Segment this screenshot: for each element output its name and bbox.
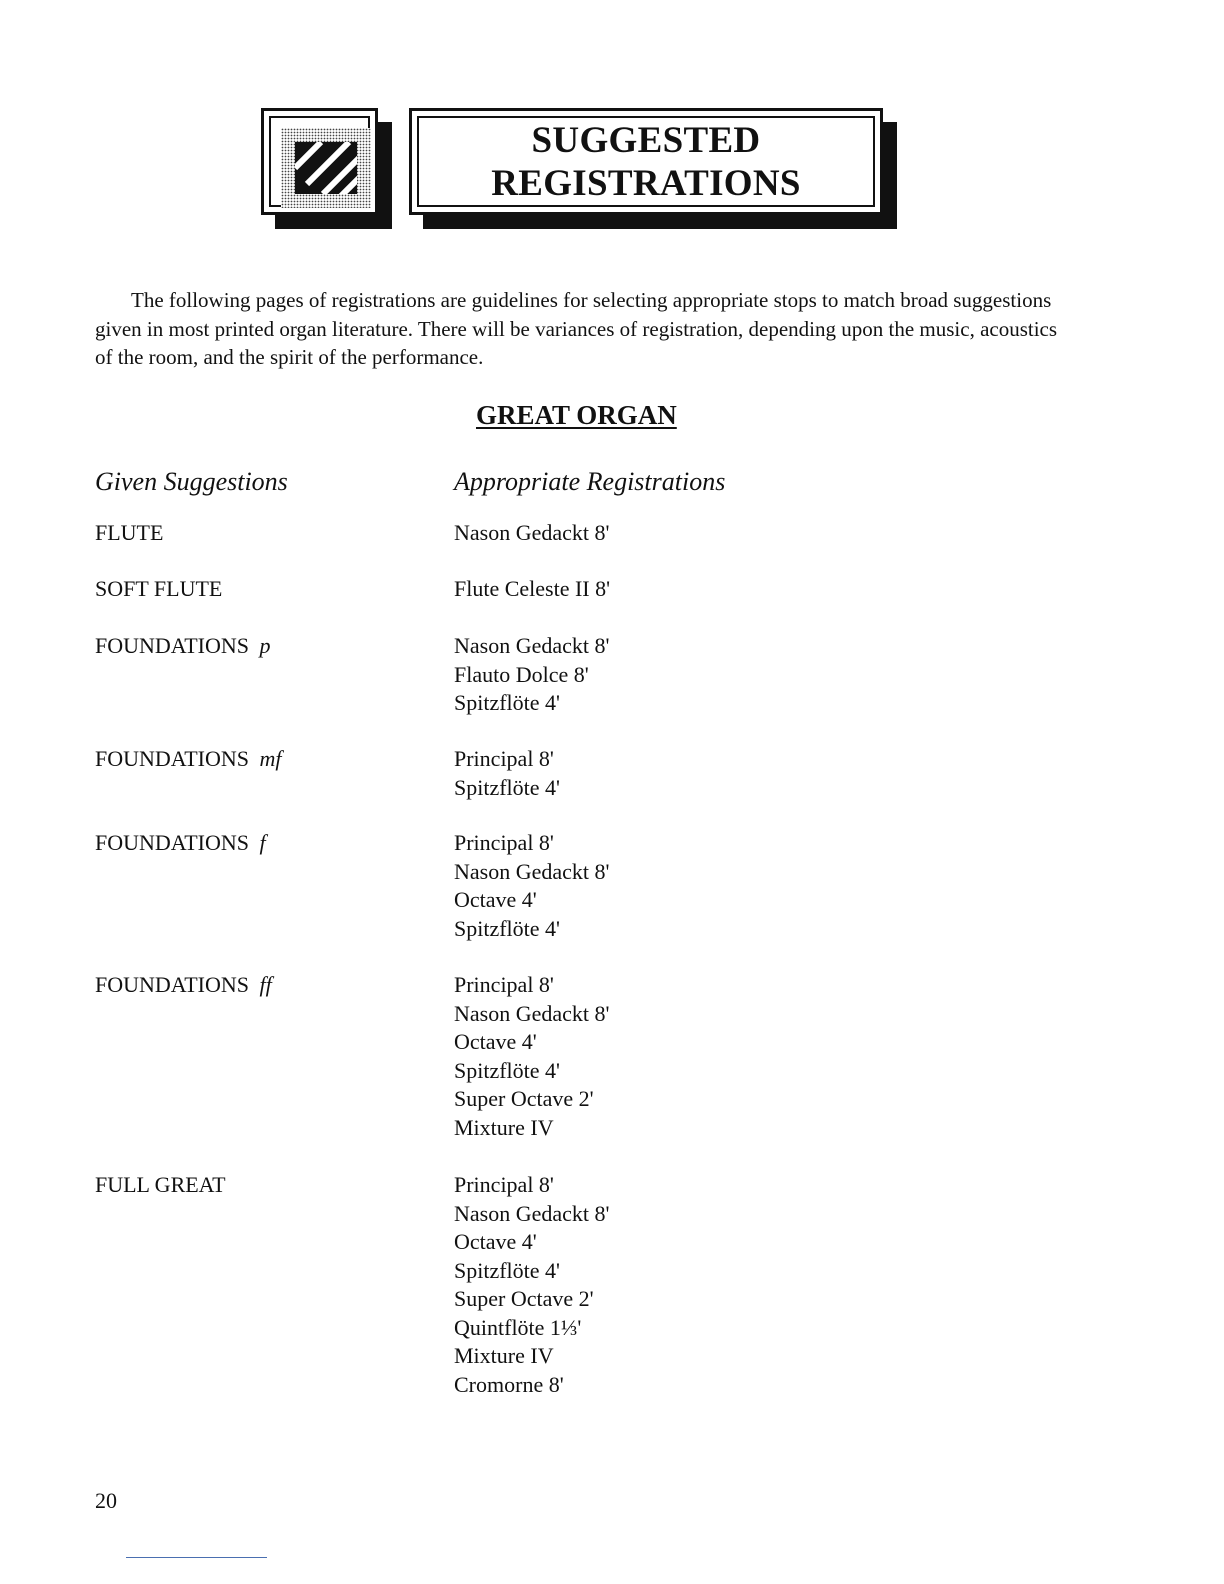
stop-item: Mixture IV	[454, 1343, 554, 1368]
stop-item: Spitzflöte 4'	[454, 1257, 561, 1283]
suggestion-text: FOUNDATIONS	[95, 746, 250, 771]
suggestion-label	[95, 575, 222, 604]
stop-item: Nason Gedackt 8'	[454, 520, 610, 545]
stop-item: Super Octave 2'	[454, 1086, 594, 1111]
stop-item: Principal 8'	[454, 1172, 554, 1197]
suggestion-label	[95, 745, 282, 774]
header-logo	[261, 108, 378, 215]
title-line-2: REGISTRATIONS	[491, 162, 801, 204]
stop-item: Flauto Dolce 8'	[454, 661, 589, 687]
stop-item: Flute Celeste II 8'	[454, 576, 611, 601]
suggestion-text: FOUNDATIONS	[95, 972, 250, 997]
column-header-given-suggestions: Given Suggestions	[95, 467, 288, 496]
title-line-1: SUGGESTED	[531, 119, 761, 161]
suggestion-label	[95, 519, 163, 548]
stop-list	[454, 1171, 609, 1399]
dynamic-marking: f	[259, 830, 266, 855]
stop-item: Spitzflöte 4'	[454, 690, 561, 715]
stop-item: Nason Gedackt 8'	[454, 858, 610, 884]
dynamic-marking: mf	[259, 746, 282, 771]
footer-divider	[126, 1557, 267, 1558]
suggestion-label	[95, 829, 266, 858]
diagonal-stripes-icon	[281, 128, 371, 208]
suggestion-text: SOFT FLUTE	[95, 576, 223, 601]
column-header-appropriate-registrations: Appropriate Registrations	[454, 467, 726, 496]
dynamic-marking: ff	[259, 972, 272, 997]
suggestion-text: FOUNDATIONS	[95, 633, 250, 658]
stop-item: Octave 4'	[454, 1029, 537, 1054]
stop-list	[454, 971, 609, 1142]
stop-item: Spitzflöte 4'	[454, 774, 561, 800]
stop-list	[454, 829, 609, 943]
stop-item: Super Octave 2'	[454, 1286, 594, 1311]
suggestion-label	[95, 971, 272, 1000]
suggestion-label	[95, 632, 271, 661]
stop-item: Spitzflöte 4'	[454, 915, 561, 941]
intro-paragraph: The following pages of registrations are guidelines for selecting appropriate stops to match broad suggestions given in most printed organ literature. There will be variances of registration, depending upon the music, acoustics of the room, and the spirit of the performance.	[95, 288, 1058, 369]
page-number: 20	[95, 1488, 117, 1513]
stop-list	[454, 575, 610, 604]
stop-item: Nason Gedackt 8'	[454, 1200, 610, 1226]
stop-item: Cromorne 8'	[454, 1371, 564, 1397]
stop-item: Nason Gedackt 8'	[454, 633, 610, 658]
stop-item: Mixture IV	[454, 1114, 554, 1140]
stop-item: Principal 8'	[454, 830, 554, 855]
dynamic-marking: p	[259, 633, 271, 658]
suggestion-label	[95, 1171, 226, 1200]
suggestion-text: FLUTE	[95, 520, 164, 545]
stop-list	[454, 745, 560, 802]
suggestion-text: FULL GREAT	[95, 1172, 226, 1197]
stop-item: Octave 4'	[454, 1229, 537, 1254]
stop-item: Octave 4'	[454, 887, 537, 912]
stop-item: Principal 8'	[454, 746, 554, 771]
title-banner-frame	[417, 116, 875, 207]
stop-list	[454, 519, 609, 548]
stop-item: Principal 8'	[454, 972, 554, 997]
stop-list	[454, 632, 609, 718]
section-heading: GREAT ORGAN	[476, 400, 677, 430]
stop-item: Spitzflöte 4'	[454, 1057, 561, 1083]
header-logo-frame	[269, 116, 370, 207]
stop-item: Nason Gedackt 8'	[454, 1000, 610, 1026]
title-banner	[409, 108, 883, 215]
suggestion-text: FOUNDATIONS	[95, 830, 250, 855]
stop-item: Quintflöte 1⅓'	[454, 1314, 582, 1340]
